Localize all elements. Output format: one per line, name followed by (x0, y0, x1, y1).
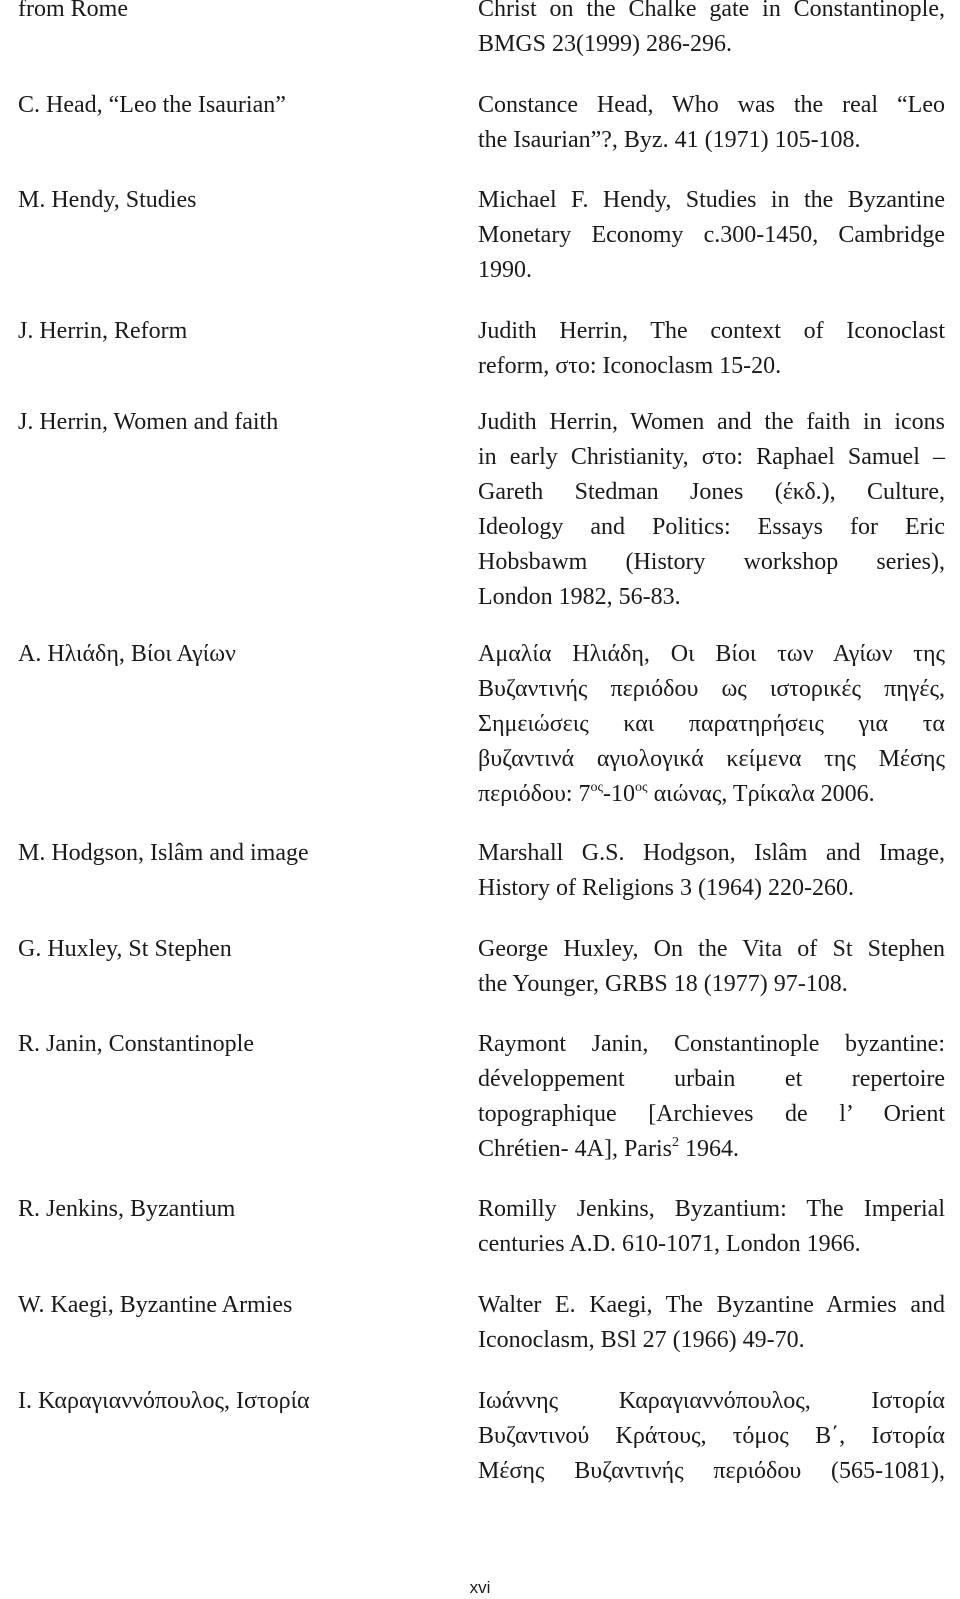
reference-line: Βυζαντινού Κράτους, τόμος Β΄, Ιστορία (478, 1423, 945, 1449)
entry-abbreviation: J. Herrin, Reform (18, 318, 188, 344)
reference-line: History of Religions 3 (1964) 220-260. (478, 875, 854, 901)
reference-line: Michael F. Hendy, Studies in the Byzantine (478, 187, 945, 213)
reference-line: Walter E. Kaegi, The Byzantine Armies and (478, 1292, 945, 1318)
reference-text: 1964. (678, 1136, 739, 1162)
reference-line: reform, στο: Iconoclasm 15-20. (478, 353, 782, 379)
superscript: 2 (671, 1135, 679, 1150)
reference-line: Μέσης Βυζαντινής περιόδου (565-1081), (478, 1458, 945, 1484)
reference-line: Βυζαντινής περιόδου ως ιστορικές πηγές, (478, 676, 945, 702)
entry-abbreviation: G. Huxley, St Stephen (18, 936, 232, 962)
reference-line: Ιωάννης Καραγιαννόπουλος, Ιστορία (478, 1388, 945, 1414)
reference-line: βυζαντινά αγιολογικά κείμενα της Μέσης (478, 746, 945, 772)
entry-reference (478, 88, 945, 158)
reference-line: London 1982, 56-83. (478, 584, 681, 610)
entry-abbreviation: J. Herrin, Women and faith (18, 409, 279, 435)
entry-reference (478, 1288, 945, 1358)
reference-line: 1990. (478, 257, 532, 283)
reference-line: Αμαλία Ηλιάδη, Οι Βίοι των Αγίων της (478, 641, 945, 667)
reference-text: αιώνας, Τρίκαλα 2006. (647, 781, 875, 807)
entry-abbreviation: Α. Ηλιάδη, Βίοι Αγίων (18, 641, 236, 667)
page-number: xvi (469, 1578, 491, 1597)
reference-line: Hobsbawm (History workshop series), (478, 549, 945, 575)
reference-line: Monetary Economy c.300-1450, Cambridge (478, 222, 945, 248)
entry-reference (478, 0, 945, 62)
entry-abbreviation: R. Janin, Constantinople (18, 1031, 254, 1057)
reference-text: -10 (603, 781, 636, 807)
reference-line: Judith Herrin, The context of Iconoclast (478, 318, 945, 344)
superscript: ος (590, 780, 604, 795)
reference-line: in early Christianity, στο: Raphael Samuel – (478, 444, 945, 470)
reference-line: développement urbain et repertoire (478, 1066, 945, 1092)
reference-line: topographique [Archieves de l’ Orient (478, 1101, 945, 1127)
reference-line: Marshall G.S. Hodgson, Islâm and Image, (478, 840, 945, 866)
reference-line: Gareth Stedman Jones (έκδ.), Culture, (478, 479, 945, 505)
entry-abbreviation: M. Hodgson, Islâm and image (18, 840, 309, 866)
reference-line: Constance Head, Who was the real “Leo (478, 92, 945, 118)
entry-reference (478, 1384, 945, 1489)
superscript: ος (635, 780, 648, 795)
reference-line: the Younger, GRBS 18 (1977) 97-108. (478, 971, 848, 997)
reference-line: Romilly Jenkins, Byzantium: The Imperial (478, 1196, 945, 1222)
entry-abbreviation: from Rome (18, 0, 128, 22)
reference-line: Judith Herrin, Women and the faith in icons (478, 409, 945, 435)
reference-line (478, 777, 945, 812)
entry-reference (478, 1027, 945, 1167)
reference-line: George Huxley, On the Vita of St Stephen (478, 936, 945, 962)
reference-text: Chrétien- 4A], Paris (478, 1136, 672, 1162)
entry-abbreviation: C. Head, “Leo the Isaurian” (18, 92, 286, 118)
entry-abbreviation: M. Hendy, Studies (18, 187, 197, 213)
reference-line: BMGS 23(1999) 286-296. (478, 31, 733, 57)
entry-reference (478, 405, 945, 615)
reference-line: Christ on the Chalke gate in Constantinople, (478, 0, 945, 22)
reference-line: Σημειώσεις και παρατηρήσεις για τα (478, 711, 945, 737)
entry-abbreviation: R. Jenkins, Byzantium (18, 1196, 236, 1222)
reference-line: the Isaurian”?, Byz. 41 (1971) 105-108. (478, 127, 861, 153)
entry-reference (478, 314, 945, 384)
reference-line: centuries A.D. 610-1071, London 1966. (478, 1231, 861, 1257)
reference-text: περιόδου: 7 (478, 781, 591, 807)
entry-abbreviation: Ι. Καραγιαννόπουλος, Ιστορία (18, 1388, 310, 1414)
entry-reference (478, 836, 945, 906)
reference-line: Ideology and Politics: Essays for Eric (478, 514, 945, 540)
entry-reference (478, 932, 945, 1002)
entry-abbreviation: W. Kaegi, Byzantine Armies (18, 1292, 293, 1318)
reference-line: Iconoclasm, BSl 27 (1966) 49-70. (478, 1327, 805, 1353)
entry-reference (478, 183, 945, 288)
reference-line (478, 1132, 945, 1167)
reference-line: Raymont Janin, Constantinople byzantine: (478, 1031, 945, 1057)
entry-reference (478, 637, 945, 812)
entry-reference (478, 1192, 945, 1262)
